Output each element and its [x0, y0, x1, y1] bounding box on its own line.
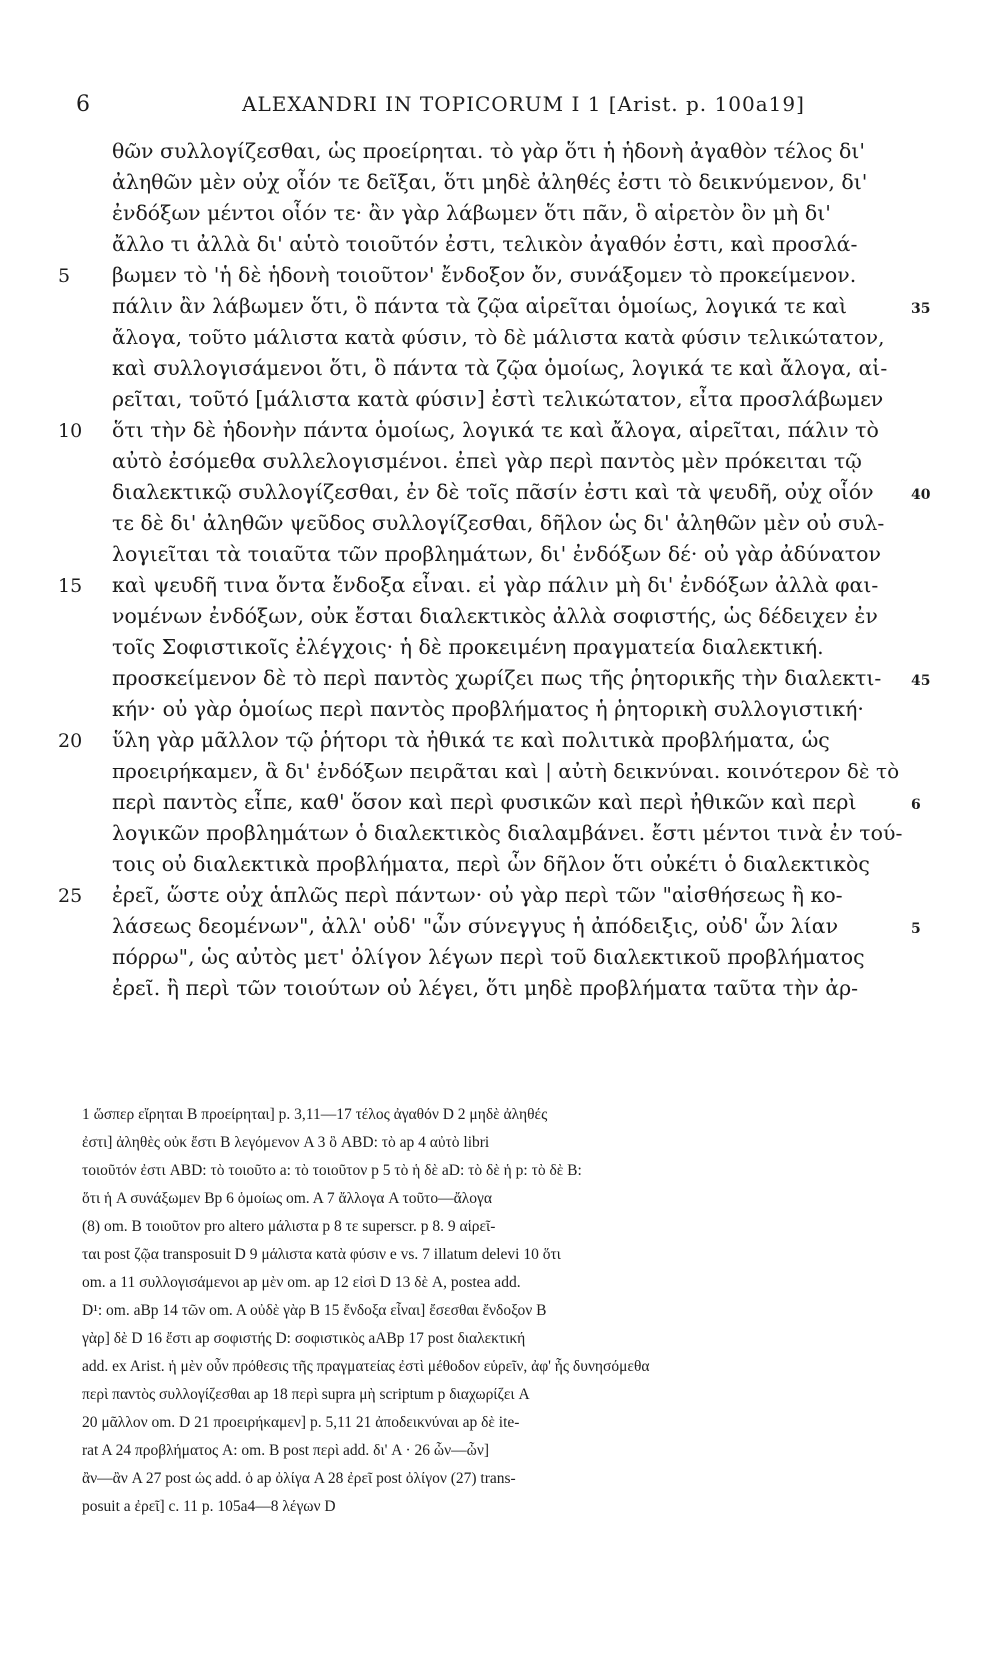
apparatus-line: γὰρ] δὲ D 16 ἔστι ap σοφιστής D: σοφιστικὸς aABp 17 post διαλεκτική [82, 1330, 526, 1347]
apparatus-line: 1 ὥσπερ εἴρηται B προείρηται] p. 3,11—17 τέλος ἀγαθόν D 2 μηδὲ ἀληθές [82, 1106, 548, 1123]
text-line: κήν· οὐ γὰρ ὁμοίως περὶ παντὸς προβλήματος ἡ ῥητορικὴ συλλογιστική· [112, 697, 864, 721]
running-title: ALEXANDRI IN TOPICORUM I 1 [Arist. p. 100a19] [242, 92, 805, 116]
text-line: νομένων ἐνδόξων, οὐκ ἔσται διαλεκτικὸς ἀλλὰ σοφιστής, ὡς δέδειχεν ἐν [112, 604, 878, 628]
apparatus-line: rat A 24 προβλήματος A: om. B post περὶ add. δι' A · 26 ὧν—ὧν] [82, 1442, 490, 1459]
text-line: τε δὲ δι' ἀληθῶν ψεῦδος συλλογίζεσθαι, δῆλον ὡς δι' ἀληθῶν μὲν οὐ συλ- [112, 511, 885, 535]
text-line: καὶ συλλογισάμενοι ὅτι, ὃ πάντα τὰ ζῷα ὁμοίως, λογικά τε καὶ ἄλογα, αἱ- [112, 356, 888, 380]
text-line: ὕλη γὰρ μᾶλλον τῷ ῥήτορι τὰ ἠθικά τε καὶ πολιτικὰ προβλήματα, ὡς [112, 728, 830, 752]
text-line: ἀληθῶν μὲν οὐχ οἷόν τε δεῖξαι, ὅτι μηδὲ ἀληθές ἐστι τὸ δεικνύμενον, δι' [112, 170, 868, 194]
text-line: προσκείμενον δὲ τὸ περὶ παντὸς χωρίζει πως τῆς ῥητορικῆς τὴν διαλεκτι- [112, 666, 882, 690]
apparatus-line: ὅτι ἡ A συνάξωμεν Bp 6 ὁμοίως om. A 7 ἄλλογα A τοῦτο—ἄλογα [82, 1190, 492, 1207]
apparatus-line: 20 μᾶλλον om. D 21 προειρήκαμεν] p. 5,11 21 ἀποδεικνύναι ap δὲ ite- [82, 1414, 520, 1431]
text-line: βωμεν τὸ 'ἡ δὲ ἡδονὴ τοιοῦτον' ἔνδοξον ὄν, συνάξομεν τὸ προκείμενον. [112, 263, 857, 287]
text-line: λάσεως δεομένων", ἀλλ' οὐδ' "ὧν σύνεγγυς ἡ ἀπόδειξις, οὐδ' ὧν λίαν [112, 914, 839, 938]
text-line: ἄλογα, τοῦτο μάλιστα κατὰ φύσιν, τὸ δὲ μάλιστα κατὰ φύσιν τελικώτατον, [112, 325, 885, 349]
apparatus-line: περὶ παντὸς συλλογίζεσθαι ap 18 περὶ supra μὴ scriptum p διαχωρίζει A [82, 1386, 530, 1403]
text-line: τοῖς Σοφιστικοῖς ἐλέγχοις· ἡ δὲ προκειμένη πραγματεία διαλεκτική. [112, 635, 824, 659]
text-line: τοις οὐ διαλεκτικὰ προβλήματα, περὶ ὧν δῆλον ὅτι οὐκέτι ὁ διαλεκτικὸς [112, 852, 870, 876]
text-line: ἐρεῖ, ὥστε οὐχ ἁπλῶς περὶ πάντων· οὐ γὰρ περὶ τῶν "αἰσθήσεως ἢ κο- [112, 883, 843, 907]
text-line: θῶν συλλογίζεσθαι, ὡς προείρηται. τὸ γὰρ ὅτι ἡ ἡδονὴ ἀγαθὸν τέλος δι' [112, 139, 865, 163]
apparatus-line: ἂν—ἂν A 27 post ὡς add. ὁ ap ὀλίγα A 28 ἐρεῖ post ὀλίγον (27) trans- [82, 1470, 516, 1487]
apparatus-line: D¹: om. aBp 14 τῶν om. A οὐδὲ γὰρ B 15 ἔνδοξα εἶναι] ἔσεσθαι ἔνδοξον B [82, 1302, 547, 1319]
line-number: 10 [58, 420, 83, 442]
text-line: πάλιν ἂν λάβωμεν ὅτι, ὃ πάντα τὰ ζῷα αἱρεῖται ὁμοίως, λογικά τε καὶ [112, 294, 848, 318]
text-line: πόρρω", ὡς αὐτὸς μετ' ὀλίγον λέγων περὶ τοῦ διαλεκτικοῦ προβλήματος [112, 945, 865, 969]
page-number: 6 [76, 92, 90, 117]
text-line: διαλεκτικῷ συλλογίζεσθαι, ἐν δὲ τοῖς πᾶσίν ἐστι καὶ τὰ ψευδῆ, οὐχ οἷόν [112, 480, 874, 504]
line-number: 20 [58, 730, 83, 752]
line-number: 15 [58, 575, 83, 597]
apparatus-line: (8) om. B τοιοῦτον pro altero μάλιστα p 8 τε superscr. p 8. 9 αἱρεῖ- [82, 1218, 496, 1235]
text-line: ἐνδόξων μέντοι οἷόν τε· ἂν γὰρ λάβωμεν ὅτι πᾶν, ὃ αἱρετὸν ὂν μὴ δι' [112, 201, 831, 225]
margin-number: 5 [911, 921, 921, 937]
margin-number: 35 [911, 301, 931, 317]
text-line: λογικῶν προβλημάτων ὁ διαλεκτικὸς διαλαμβάνει. ἔστι μέντοι τινὰ ἐν τού- [112, 821, 903, 845]
apparatus-line: ἐστι] ἀληθὲς οὐκ ἔστι B λεγόμενον A 3 ὃ ABD: τὸ ap 4 αὐτὸ libri [82, 1134, 490, 1151]
margin-number: 45 [911, 673, 931, 689]
line-number: 5 [58, 265, 71, 287]
text-line: λογιεῖται τὰ τοιαῦτα τῶν προβλημάτων, δι' ἐνδόξων δέ· οὐ γὰρ ἀδύνατον [112, 542, 881, 566]
apparatus-line: τοιοῦτόν ἐστι ABD: τὸ τοιοῦτο a: τὸ τοιοῦτον p 5 τὸ ἡ δὲ aD: τὸ δὲ ἡ p: τὸ δὲ B: [82, 1162, 582, 1179]
text-line: προειρήκαμεν, ἃ δι' ἐνδόξων πειρᾶται καὶ | αὐτὴ δεικνύναι. κοινότερον δὲ τὸ [112, 759, 900, 783]
text-line: ἐρεῖ. ἢ περὶ τῶν τοιούτων οὐ λέγει, ὅτι μηδὲ προβλήματα ταῦτα τὴν ἀρ- [112, 976, 859, 1000]
text-line: ρεῖται, τοῦτό [μάλιστα κατὰ φύσιν] ἐστὶ τελικώτατον, εἶτα προσλάβωμεν [112, 387, 884, 411]
apparatus-line: om. a 11 συλλογισάμενοι ap μὲν om. ap 12 εἰσὶ D 13 δὲ A, postea add. [82, 1274, 521, 1291]
margin-number: 6 [911, 797, 921, 813]
text-line: περὶ παντὸς εἶπε, καθ' ὅσον καὶ περὶ φυσικῶν καὶ περὶ ἠθικῶν καὶ περὶ [112, 790, 857, 814]
line-number: 25 [58, 885, 83, 907]
text-line: καὶ ψευδῆ τινα ὄντα ἔνδοξα εἶναι. εἰ γὰρ πάλιν μὴ δι' ἐνδόξων ἀλλὰ φαι- [112, 573, 879, 597]
apparatus-line: ται post ζῷα transposuit D 9 μάλιστα κατὰ φύσιν e vs. 7 illatum delevi 10 ὅτι [82, 1246, 561, 1263]
text-line: ὅτι τὴν δὲ ἡδονὴν πάντα ὁμοίως, λογικά τε καὶ ἄλογα, αἱρεῖται, πάλιν τὸ [112, 418, 879, 442]
text-line: ἄλλο τι ἀλλὰ δι' αὑτὸ τοιοῦτόν ἐστι, τελικὸν ἀγαθόν ἐστι, καὶ προσλά- [112, 232, 858, 256]
text-line: αὐτὸ ἐσόμεθα συλλελογισμένοι. ἐπεὶ γὰρ περὶ παντὸς μὲν πρόκειται τῷ [112, 449, 862, 473]
apparatus-line: add. ex Arist. ἡ μὲν οὖν πρόθεσις τῆς πραγματείας ἐστὶ μέθοδον εὑρεῖν, ἀφ' ἧς δυνησόμεθα [82, 1358, 650, 1375]
margin-number: 40 [911, 487, 931, 503]
apparatus-line: posuit a ἐρεῖ] c. 11 p. 105a4—8 λέγων D [82, 1498, 336, 1515]
